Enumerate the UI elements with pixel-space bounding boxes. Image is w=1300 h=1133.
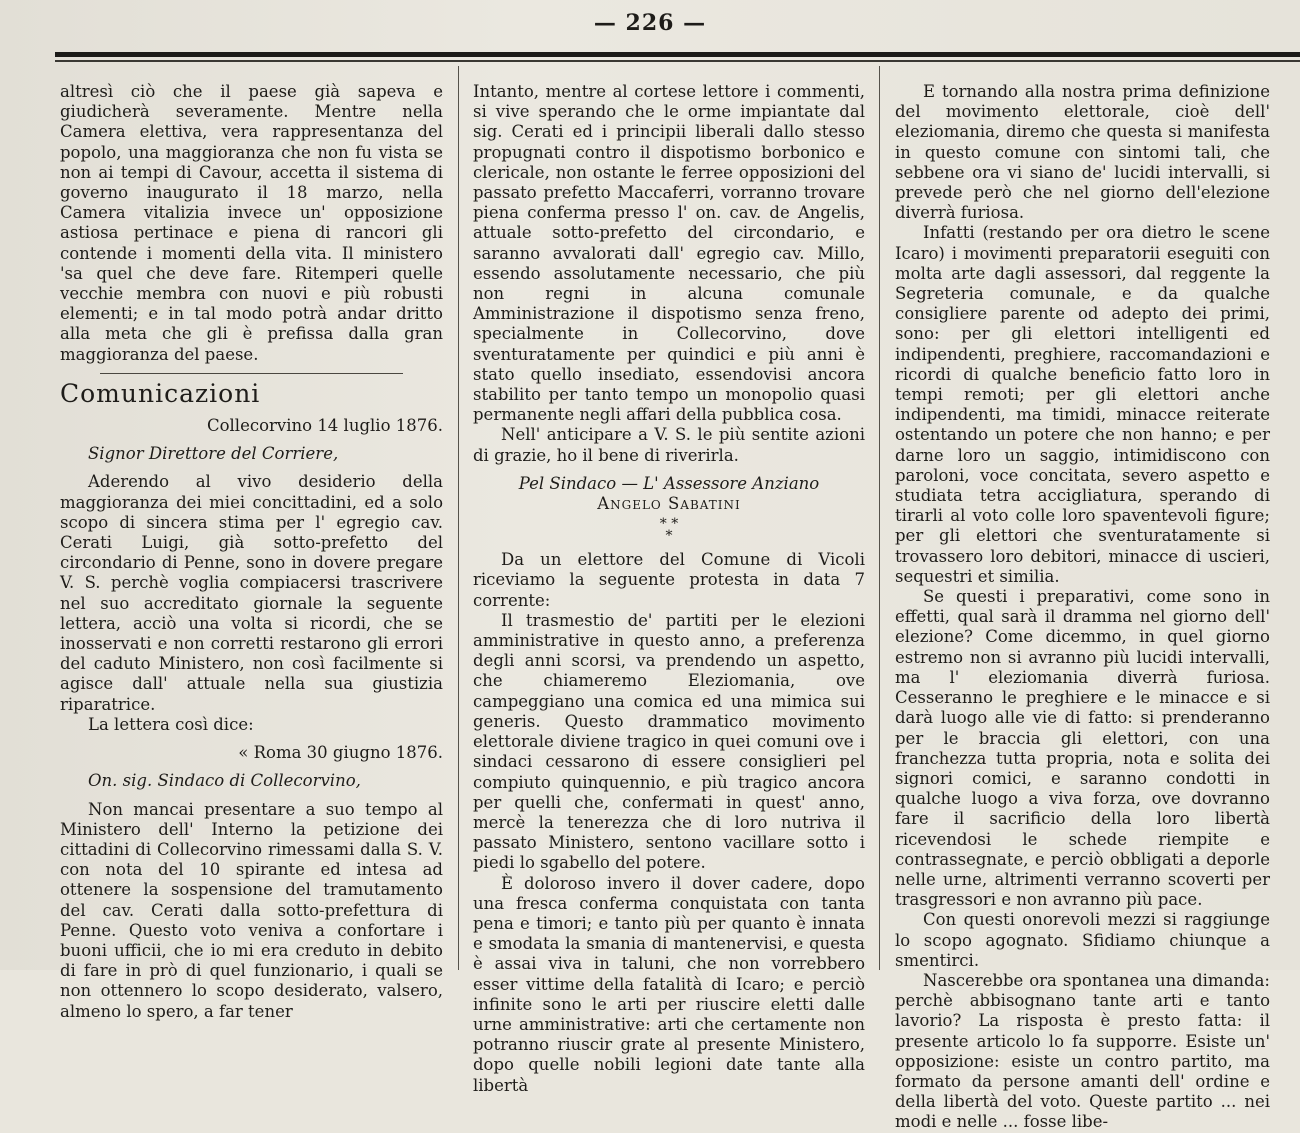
- signature-line: Pel Sindaco — L' Assessore Anziano: [518, 473, 820, 493]
- column-2: [473, 82, 865, 1096]
- paragraph: Con questi onorevoli mezzi si raggiunge lo scopo agognato. Sfidiamo chiunque a smentirci.: [895, 910, 1270, 970]
- paragraph: Il trasmestio de' partiti per le elezioni amministrative in questo anno, a preferenza degli anni scorsi, va prendendo un aspetto, che chiameremo Eleziomania, ove campeggiano una comica ed una mimica sui generis. Questo drammatico movimento elettorale diviene tragico in quei comuni ove i sindaci cessarono di essere consiglieri pel compiuto quinquennio, e più tragico ancora per quelli che, confermati in quest' anno, mercè la tenerezza che di loro nutriva il passato Ministero, sentono vacillare sotto i piedi lo sgabello del potere.: [473, 610, 865, 873]
- salutation: Signor Direttore del Corriere,: [88, 444, 339, 464]
- paragraph: Intanto, mentre al cortese lettore i commenti, si vive sperando che le orme impiantate dal sig. Cerati ed i principii liberali dallo stesso propugnati contro il dispotismo borbonico e clericale, non ostante le ferree opposizioni del passato prefetto Maccaferri, vorranno trovare piena conferma presso l' on. cav. de Angelis, attuale sotto-prefetto del circondario, e saranno avvalorati dall' egregio cav. Millo, essendo assolutamente necessario, che più non regni in alcuna comunale Amministrazione il dispotismo senza freno, specialmente in Collecorvino, dove sventuratamente per quindici e più anni è stato quello insediato, essendovisi ancora stabilito per tanto tempo un monopolio quasi permanente negli affari della pubblica cosa.: [473, 82, 865, 425]
- paragraph: Non mancai presentare a suo tempo al Ministero dell' Interno la petizione dei cittadini di Collecorvino rimessami dalla S. V. con nota del 10 spirante ed intesa ad ottenere la sospensione del tramutamento del cav. Cerati dalla sotto-prefettura di Penne. Questo voto veniva a confortare i buoni ufficii, che io mi era creduto in debito di fare in prò di quel funzionario, i quali se non ottennero lo scopo desiderato, valsero, almeno lo spero, a far tener: [60, 799, 443, 1021]
- column-3: [895, 82, 1270, 1133]
- paragraph: Da un elettore del Comune di Vicoli riceviamo la seguente protesta in data 7 corrente:: [473, 550, 865, 610]
- column-divider: [879, 66, 880, 970]
- column-divider: [458, 66, 459, 970]
- paragraph: Nascerebbe ora spontanea una dimanda: perchè abbisognano tante arti e tanto lavorio? La risposta è presto fatta: il presente articolo lo fa supporre. Esiste un' opposizione: esiste un contro partito, ma formato da persone amanti dell' ordine e della libertà del voto. Queste partito ... nei modi e nelle ... fosse libe-: [895, 970, 1270, 1132]
- letter-salutation: On. sig. Sindaco di Collecorvino,: [88, 771, 361, 791]
- page-number: — 226 —: [593, 10, 707, 36]
- paragraph: Infatti (restando per ora dietro le scene Icaro) i movimenti preparatorii eseguiti con molta arte dagli assessori, dal reggente la Segreteria comunale, e da qualche consigliere parente od adepto dei primi, sono: per gli elettori intelligenti ed indipendenti, preghiere, raccomandazioni e ricordi di qualche beneficio fatto loro in tempi remoti; per gli elettori anche indipendenti, ma timidi, minacce reiterate ostentando un potere che non hanno; e per darne loro un saggio, intimidiscono con paroloni, voce concitata, severo aspetto e studiata tetra accigliatura, sperando di tirarli al voto colle loro spaventevoli figure; per gli elettori che sventuratamente si trovassero loro debitori, minacce di uscieri, sequestri et similia.: [895, 223, 1270, 586]
- column-1: [60, 82, 443, 1022]
- paragraph: E tornando alla nostra prima definizione del movimento elettorale, cioè dell' eleziomania, diremo che questa si manifesta in questo comune con sintomi tali, che sebbene ora vi siano de' lucidi intervalli, si prevede però che nel giorno dell'elezione diverrà furiosa.: [895, 82, 1270, 223]
- paragraph: È doloroso invero il dover cadere, dopo una fresca conferma conquistata con tanta pena e timori; e tanto più per quanto è innata e smodata la smania di mantenervisi, e questa è assai viva in taluni, che non vorrebbero esser vittime della fatalità di Icaro; e perciò infinite sono le arti per riuscire eletti dalle urne amministrative: arti che certamente non potranno riuscir grate al presente Ministero, dopo quelle nobili legioni date tante alla libertà: [473, 873, 865, 1095]
- letter-date: « Roma 30 giugno 1876.: [238, 743, 443, 763]
- header-rule-thin: [55, 60, 1300, 62]
- paragraph: Se questi i preparativi, come sono in effetti, qual sarà il dramma nel giorno dell' elezione? Come dicemmo, in quel giorno estremo non si avranno più lucidi intervalli, ma l' eleziomania diverrà furiosa. Cesseranno le preghiere e le minacce e si darà luogo alle vie di fatto: si prenderanno per le braccia gli elettori, con una franchezza tutta propria, nota e solita dei signori comici, e saranno condotti in qualche luogo a viva forza, ove dovranno fare il sacrificio della loro libertà ricevendosi le schede riempite e contrassegnate, e perciò obbligati a deporle nelle urne, altrimenti verranno scoverti per trasgressori e non avranno più pace.: [895, 587, 1270, 910]
- section-heading: Comunicazioni: [60, 378, 261, 408]
- dateline: Collecorvino 14 luglio 1876.: [206, 416, 443, 436]
- paragraph: altresì ciò che il paese già sapeva e giudicherà severamente. Mentre nella Camera elettiva, vera rappresentanza del popolo, una maggioranza che non fu vista se non ai tempi di Cavour, accetta il sistema di governo inaugurato il 18 marzo, nella Camera vitalizia invece un' opposizione astiosa pertinace e piena di rancori gli contende i momenti della vita. Il ministero 'sa quel che deve fare. Ritemperi quelle vecchie membra con nuovi e più robusti elementi; e in tal modo potrà andar dritto alla meta che gli è prefissa dalla gran maggioranza del paese.: [60, 82, 443, 364]
- paragraph: Nell' anticipare a V. S. le più sentite azioni di grazie, ho il bene di riverirla.: [473, 425, 865, 465]
- section-stars: * * *: [659, 516, 679, 545]
- signature-name: Angelo Sabatini: [597, 494, 741, 514]
- section-divider: [100, 373, 403, 374]
- paragraph: La lettera così dice:: [88, 714, 254, 734]
- paragraph: Aderendo al vivo desiderio della maggioranza dei miei concittadini, ed a solo scopo di sincera stima per l' egregio cav. Cerati Luigi, già sotto-prefetto del circondario di Penne, sono in dovere pregare V. S. perchè voglia compiacersi trascrivere nel suo accreditato giornale la seguente lettera, acciò una volta si ricordi, che se inosservati e non corretti restarono gli errori del caduto Ministero, non così facilmente si agisce dall' attuale nella sua giustizia riparatrice.: [60, 472, 443, 714]
- header-rule: [55, 52, 1300, 57]
